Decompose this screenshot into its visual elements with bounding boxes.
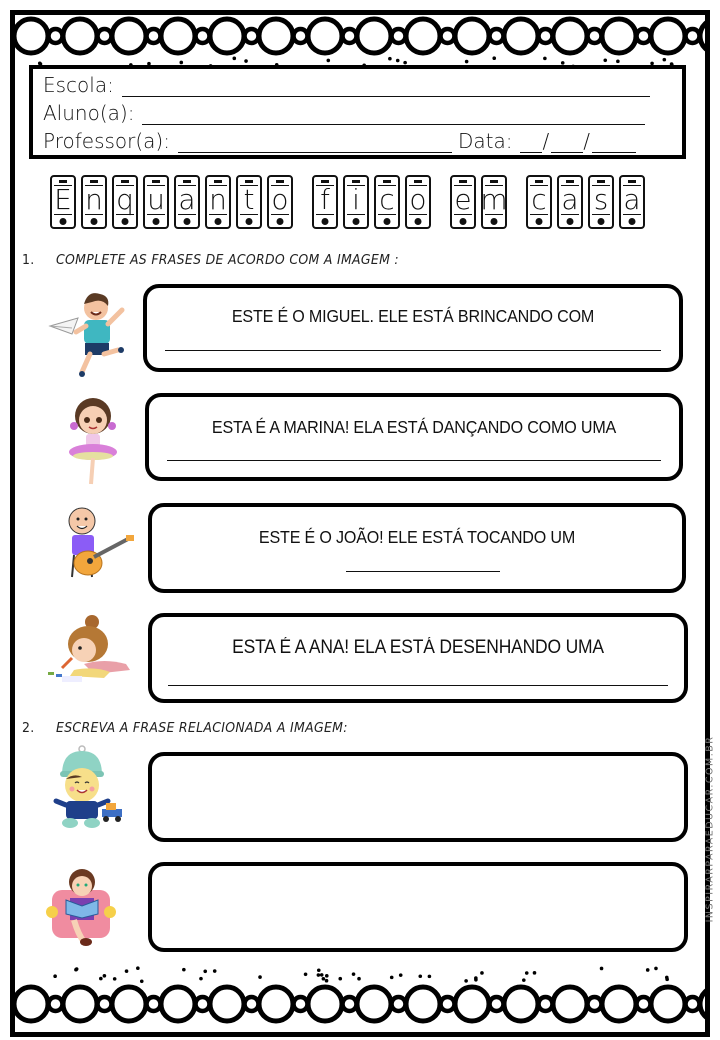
student-field[interactable]: [142, 106, 645, 125]
girl-reading-in-armchair-illustration: [44, 862, 120, 951]
sentence-text: ESTA É A ANA! ELA ESTÁ DESENHANDO UMA: [232, 637, 604, 658]
title-letter: i: [347, 185, 365, 215]
teacher-label: Professor(a):: [43, 129, 170, 153]
school-row: [43, 73, 650, 97]
phone-home-button-icon: [246, 218, 253, 225]
phone-home-button-icon: [384, 218, 391, 225]
answer-line[interactable]: [165, 350, 661, 351]
answer-line[interactable]: [167, 460, 661, 461]
word-gap: [436, 175, 450, 233]
date-day-field[interactable]: [520, 134, 542, 153]
answer-card-2[interactable]: [148, 862, 688, 952]
girl-ballerina-illustration: [62, 394, 124, 491]
date-month-field[interactable]: [551, 134, 583, 153]
section-1-instruction: COMPLETE AS FRASES DE ACORDO COM A IMAGEM :: [56, 251, 399, 268]
section-1-heading: [22, 252, 399, 268]
section-1-number: 1.: [22, 251, 35, 268]
phone-letter-tile: [205, 175, 231, 229]
phone-letter-tile: [343, 175, 369, 229]
bottom-circle-border: [15, 960, 705, 1025]
school-field[interactable]: [122, 78, 650, 97]
phone-home-button-icon: [277, 218, 284, 225]
phone-home-button-icon: [60, 218, 67, 225]
sentence-text: ESTE É O JOÃO! ELE ESTÁ TOCANDO UM: [258, 527, 576, 547]
date-label: Data:: [457, 129, 513, 153]
phone-letter-tile: [481, 175, 507, 229]
date-year-field[interactable]: [592, 134, 636, 153]
title-letter: f: [316, 185, 334, 215]
phone-letter-tile: [557, 175, 583, 229]
phone-letter-tile: [112, 175, 138, 229]
title-letter: s: [593, 183, 609, 216]
title-letter: m: [480, 183, 508, 216]
boy-with-paper-airplane-illustration: [48, 288, 130, 385]
title-letter: o: [271, 183, 289, 216]
phone-letter-tile: [450, 175, 476, 229]
section-2-number: 2.: [22, 719, 35, 736]
baby-boy-with-toy-truck-illustration: [50, 745, 126, 836]
title-letter: c: [379, 183, 395, 216]
title-letter: a: [178, 183, 196, 216]
teacher-date-row: [43, 129, 636, 153]
student-info-box: [29, 65, 686, 159]
phone-letter-tile: [143, 175, 169, 229]
sentence-card-3: [148, 503, 686, 593]
phone-letter-tile: [50, 175, 76, 229]
section-2-heading: [22, 720, 348, 736]
phone-home-button-icon: [91, 218, 98, 225]
phone-home-button-icon: [122, 218, 129, 225]
answer-line[interactable]: [346, 571, 500, 572]
date-separator: /: [583, 129, 590, 153]
title-letter: n: [209, 183, 227, 216]
phone-letter-tile: [312, 175, 338, 229]
phone-home-button-icon: [184, 218, 191, 225]
sentence-card-4: [148, 613, 688, 703]
student-label: Aluno(a):: [43, 101, 135, 125]
phone-home-button-icon: [460, 218, 467, 225]
title-letter: u: [147, 183, 165, 216]
phone-home-button-icon: [536, 218, 543, 225]
title-letter: q: [116, 183, 134, 216]
page-title: [50, 175, 650, 233]
answer-card-1[interactable]: [148, 752, 688, 842]
phone-home-button-icon: [567, 218, 574, 225]
phone-letter-tile: [526, 175, 552, 229]
title-letter: a: [623, 183, 641, 216]
teacher-field[interactable]: [178, 134, 452, 153]
phone-home-button-icon: [415, 218, 422, 225]
sentence-card-1: [143, 284, 683, 372]
title-letter: a: [561, 183, 579, 216]
title-letter: c: [531, 183, 547, 216]
phone-home-button-icon: [353, 218, 360, 225]
girl-drawing-illustration: [44, 614, 140, 691]
phone-letter-tile: [236, 175, 262, 229]
title-letter: t: [240, 185, 258, 215]
phone-letter-tile: [405, 175, 431, 229]
phone-letter-tile: [619, 175, 645, 229]
word-gap: [298, 175, 312, 233]
sentence-card-2: [145, 393, 683, 481]
word-gap: [512, 175, 526, 233]
answer-line[interactable]: [168, 685, 668, 686]
phone-letter-tile: [588, 175, 614, 229]
phone-home-button-icon: [153, 218, 160, 225]
phone-home-button-icon: [322, 218, 329, 225]
sentence-text: ESTA É A MARINA! ELA ESTÁ DANÇANDO COMO UMA: [211, 417, 617, 437]
title-letter: n: [85, 183, 103, 216]
phone-letter-tile: [374, 175, 400, 229]
phone-letter-tile: [267, 175, 293, 229]
top-circle-border: [15, 15, 705, 65]
watermark-text: INSPIRARPARAEDUCAR.COM.BR: [704, 735, 716, 923]
phone-home-button-icon: [215, 218, 222, 225]
phone-letter-tile: [81, 175, 107, 229]
date-separator: /: [542, 129, 550, 153]
phone-letter-tile: [174, 175, 200, 229]
phone-home-button-icon: [491, 218, 498, 225]
boy-playing-guitar-illustration: [60, 505, 140, 590]
title-letter: e: [454, 183, 472, 216]
student-row: [43, 101, 645, 125]
school-label: Escola:: [43, 73, 114, 97]
phone-home-button-icon: [629, 218, 636, 225]
section-2-instruction: ESCREVA A FRASE RELACIONADA A IMAGEM:: [56, 719, 348, 736]
title-letter: E: [54, 183, 72, 216]
title-letter: o: [409, 183, 427, 216]
watermark: [704, 718, 716, 940]
sentence-text: ESTE É O MIGUEL. ELE ESTÁ BRINCANDO COM: [231, 306, 595, 326]
phone-home-button-icon: [598, 218, 605, 225]
